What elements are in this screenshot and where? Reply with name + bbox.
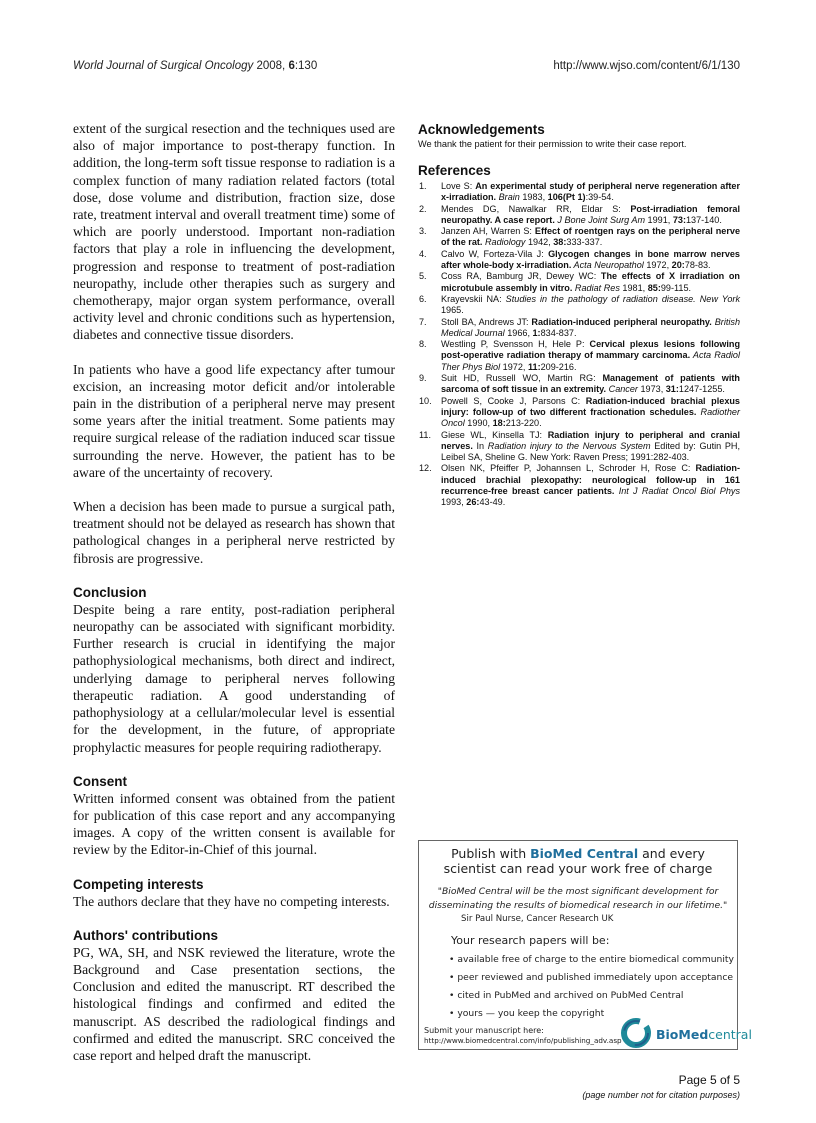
reference-source: Int J Radiat Oncol Biol Phys (614, 486, 740, 497)
article-number: :130 (294, 60, 318, 72)
reference-item (418, 204, 740, 227)
section-heading-references: References (418, 163, 491, 178)
reference-item (418, 430, 740, 464)
reference-list (418, 181, 740, 509)
reference-title: 18: (492, 418, 506, 429)
reference-text: 1981, (619, 282, 648, 293)
reference-item (418, 294, 740, 317)
reference-title: 20: (671, 260, 685, 271)
reference-title: 31: (665, 384, 679, 395)
reference-title: Management of patients with sarcoma of soft tissue in an extremity. (441, 373, 740, 395)
reference-item (418, 271, 740, 294)
advert-headline-text: scientist can read your work free of charge (443, 861, 713, 876)
section-heading-conclusion: Conclusion (73, 584, 147, 600)
reference-text: Suit HD, Russell WO, Martin RG: (441, 373, 603, 384)
reference-source: Radiology (482, 237, 526, 248)
benefit-item: • peer reviewed and published immediately upon acceptance (449, 969, 734, 987)
biomed-ring-icon (619, 1016, 653, 1050)
advert-benefits-list (449, 951, 734, 1023)
reference-text: 99-115. (660, 282, 692, 293)
reference-title: Radiation-induced brachial plexus injury: follow-up of two different fractionation schedules. (441, 395, 740, 417)
reference-title: Radiation injury to peripheral and cranial nerves. (441, 429, 741, 451)
reference-text: 1972, (500, 361, 528, 372)
submit-label: Submit your manuscript here: (424, 1026, 544, 1035)
reference-source: Acta Neuropathol (571, 260, 644, 271)
reference-number: 12. (419, 463, 432, 474)
reference-text: Calvo W, Forteza-Vila J: (441, 248, 549, 259)
submit-url-link[interactable]: http://www.biomedcentral.com/info/publishing_adv.asp (424, 1036, 622, 1045)
section-heading-authors-contributions: Authors' contributions (73, 927, 218, 943)
paragraph: Despite being a rare entity, post-radiation peripheral neuropathy can be associated with significant morbidity. Further research is crucial in identifying the major pathophysiological mechanisms, both direct and indirect, underlying damage to peripheral nerves following therapeutic radiation. A good understanding of pathophysiology at a cellular/molecular level is essential for the development, in the future, of appropriate prophylactic measures for people requiring radiotherapy. (73, 601, 395, 755)
advert-headline-text: and every (638, 846, 705, 861)
volume: 6 (288, 60, 295, 72)
reference-item (418, 226, 740, 249)
reference-text: Giese WL, Kinsella TJ: (441, 429, 548, 440)
reference-text: Powell S, Cooke J, Parsons C: (441, 395, 586, 406)
reference-number: 6. (419, 293, 427, 304)
running-header-citation (73, 60, 317, 72)
left-column (73, 120, 395, 1064)
reference-text: 1966, (504, 327, 533, 338)
reference-number: 9. (419, 373, 427, 384)
reference-source: Radiother Oncol (441, 406, 740, 429)
reference-text: In (472, 440, 488, 451)
paragraph: In patients who have a good life expectancy after tumour excision, an increasing motor deficit and/or intolerable pain in the distribution of a peripheral nerve may present some years after the initial treatment. Some patients may require surgical release of the radiation induced scar tissue surrounding the nerve. However, the patient has to be aware of the uncertainty of recovery. (73, 361, 395, 480)
reference-text: Olsen NK, Pfeiffer P, Johannsen L, Schroder H, Rose C: (441, 463, 696, 474)
reference-item (418, 396, 740, 430)
journal-name: World Journal of Surgical Oncology (73, 60, 254, 72)
brand-name: BioMed Central (530, 846, 639, 861)
reference-text: Edited by: Gutin PH, Leibel SA, Sheline G. New York: Raven Press; 1991:282-403. (441, 440, 740, 463)
reference-text: 137-140. (685, 214, 722, 225)
reference-text: 1973, (637, 384, 666, 395)
reference-title: 1: (532, 327, 541, 338)
reference-source: British Medical Journal (441, 316, 740, 338)
reference-source: Cancer (606, 384, 638, 395)
section-heading-acknowledgements: Acknowledgements (418, 122, 545, 137)
acknowledgements-text: We thank the patient for their permission to write their case report. (418, 139, 687, 149)
quote-attribution: Sir Paul Nurse, Cancer Research UK (461, 914, 614, 924)
reference-text: 43-49. (479, 497, 506, 508)
paragraph: extent of the surgical resection and the techniques used are also of major importance to post-therapy function. In addition, the long-term soft tissue response to radiation is a complex function of many radiation related factors (total dose, dose volume and distribution, fraction size, dose rate, treatment interval and overall treatment time) some of which are poorly understood. Important non-radiation factors that play a role in influencing the development, progression and response to treatment of post-radiation neuropathy, include other therapies such as surgery and chemotherapy, major organ system performance, overall activity level and chronic conditions such as hypertension, diabetes and connective tissue disorders. (73, 121, 395, 343)
page-number-note: (page number not for citation purposes) (582, 1090, 740, 1100)
reference-number: 2. (419, 203, 427, 214)
paragraph: The authors declare that they have no competing interests. (73, 893, 390, 909)
reference-title: 73: (672, 214, 686, 225)
reference-source: Radiation injury to the Nervous System (487, 440, 651, 451)
reference-text: Krayevskii NA: (441, 293, 506, 304)
reference-text: Love S: (441, 181, 476, 191)
reference-text: 1972, (643, 260, 672, 271)
reference-source: Studies in the pathology of radiation disease. New York (505, 293, 740, 304)
paragraph: Written informed consent was obtained from the patient for publication of this case report and any accompanying images. A copy of the written consent is available for review by the Editor-in-Chief of this journal. (73, 790, 395, 858)
reference-text: Stoll BA, Andrews JT: (441, 316, 532, 327)
reference-item (418, 181, 740, 204)
reference-text: 78-83. (684, 260, 711, 271)
benefit-item: • available free of charge to the entire biomedical community (449, 951, 734, 969)
paragraph: When a decision has been made to pursue a surgical path, treatment should not be delayed as research has shown that pathological changes in a peripheral nerve restricted by fibrosis are progressive. (73, 499, 395, 566)
reference-text: 1990, (464, 418, 493, 429)
article-url[interactable]: http://www.wjso.com/content/6/1/130 (553, 60, 740, 72)
reference-number: 1. (419, 181, 427, 191)
reference-title: 38: (553, 237, 567, 248)
reference-text: Mendes DG, Nawalkar RR, Eldar S: (441, 203, 631, 214)
reference-title: Radiation-induced brachial plexopathy: neurological follow-up in 161 recurrence-free breast cancer patients. (441, 463, 740, 497)
reference-source: J Bone Joint Surg Am (554, 214, 646, 225)
reference-source: Radiat Res (572, 282, 620, 293)
reference-number: 11. (419, 429, 431, 440)
reference-title: Cervical plexus lesions following post-operative radiation therapy of mammary carcinoma. (441, 339, 741, 361)
reference-number: 7. (419, 316, 427, 327)
reference-item (418, 373, 740, 396)
reference-text: 213-220. (505, 418, 542, 429)
reference-item (418, 249, 740, 272)
reference-number: 4. (419, 248, 427, 259)
reference-text: Coss RA, Bamburg JR, Dewey WC: (441, 271, 601, 282)
reference-source: Acta Radiol Ther Phys Biol (441, 350, 740, 372)
reference-number: 8. (419, 339, 427, 350)
reference-text: 1942, (525, 237, 554, 248)
reference-text: 1991, (645, 214, 673, 225)
reference-text: 1247-1255. (678, 384, 725, 395)
reference-source: Brain (496, 192, 520, 203)
reference-text: Westling P, Svensson H, Hele P: (441, 339, 590, 350)
reference-number: 3. (419, 226, 427, 237)
reference-text: 1993, (441, 497, 467, 508)
reference-title: The effects of X irradiation on microtubule assembly in vitro. (441, 271, 740, 293)
reference-text: 333-337. (566, 237, 603, 248)
submit-info (424, 1026, 622, 1046)
advert-headline-text: Publish with (451, 846, 531, 861)
reference-number: 10. (419, 395, 432, 406)
advert-quote: "BioMed Central will be the most significant development for disseminating the results of biomedical research in our lifetime." (428, 886, 728, 911)
advert-subheading: Your research papers will be: (451, 934, 610, 947)
logo-text-bold: BioMed (656, 1026, 709, 1042)
paragraph: PG, WA, SH, and NSK reviewed the literature, wrote the Background and Case presentation sections, the Conclusion and edited the manuscript. RT described the histological findings and confirmed and edited the manuscript. AS described the radiological findings and confirmed and edited the manuscript. SRC conceived the case report and helped draft the manuscript. (73, 944, 395, 1063)
section-heading-competing-interests: Competing interests (73, 876, 204, 892)
reference-text: Janzen AH, Warren S: (441, 226, 535, 237)
reference-text: 1983, (519, 192, 548, 203)
reference-title: Glycogen changes in bone marrow nerves after whole-body x-irradiation. (441, 248, 740, 271)
section-heading-consent: Consent (73, 773, 127, 789)
biomed-central-advert[interactable] (418, 840, 752, 1050)
right-column (418, 122, 740, 509)
page-number: Page 5 of 5 (678, 1073, 740, 1087)
reference-title: 85: (647, 282, 661, 293)
reference-text: 1965. (441, 305, 464, 316)
benefit-item: • yours — you keep the copyright (449, 1005, 734, 1023)
advert-headline (419, 846, 737, 876)
reference-item (418, 339, 740, 373)
reference-item (418, 463, 740, 508)
reference-text: :39-54. (585, 192, 614, 203)
benefit-item: • cited in PubMed and archived on PubMed Central (449, 987, 734, 1005)
reference-title: 11: (527, 361, 541, 372)
reference-title: Effect of roentgen rays on the peripheral nerve of the rat. (441, 226, 740, 248)
reference-title: Radiation-induced peripheral neuropathy. (531, 316, 712, 327)
reference-title: An experimental study of peripheral nerve regeneration after x-irradiation. (441, 181, 740, 203)
reference-item (418, 317, 740, 340)
logo-text-light: central (708, 1026, 752, 1042)
reference-title: Post-irradiation femoral neuropathy. A case report. (441, 203, 740, 225)
reference-number: 5. (419, 271, 427, 282)
reference-title: 26: (466, 497, 480, 508)
reference-title: 106(Pt 1) (547, 192, 586, 203)
reference-text: 209-216. (540, 361, 577, 372)
reference-text: 834-837. (540, 327, 577, 338)
biomed-central-logo (619, 1016, 752, 1050)
year: 2008, (256, 60, 286, 72)
